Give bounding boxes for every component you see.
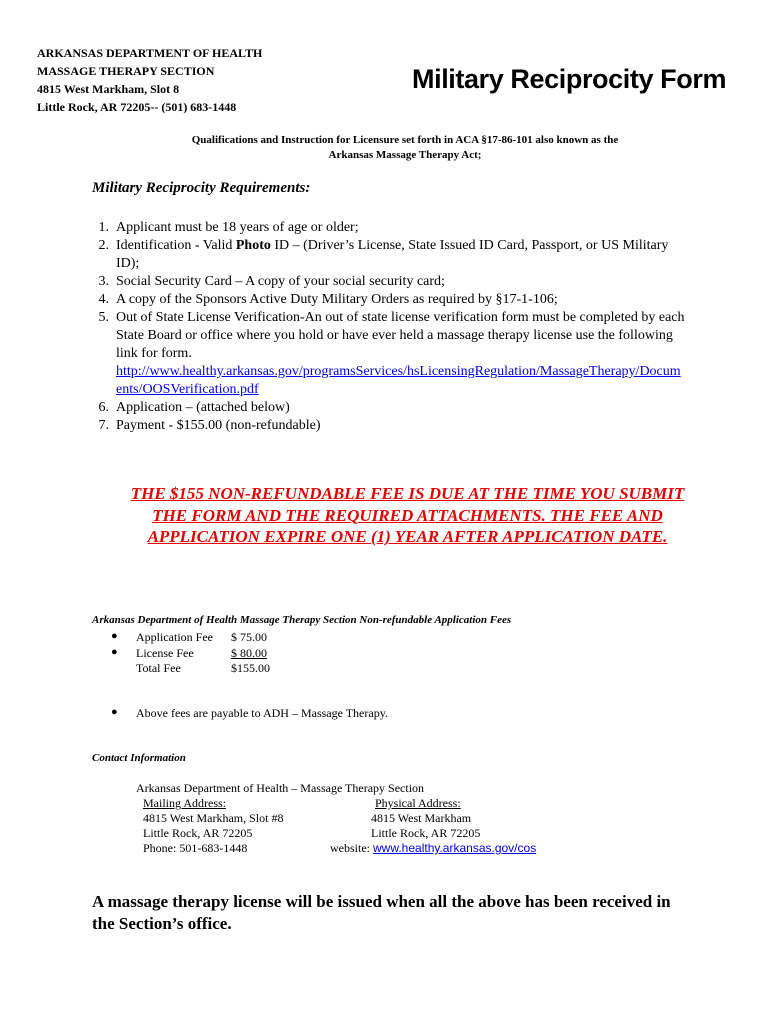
list-number: 3. xyxy=(98,274,109,289)
header-line: ARKANSAS DEPARTMENT OF HEALTH xyxy=(37,46,263,60)
fee-row xyxy=(111,661,270,676)
qualifications-text xyxy=(100,133,710,163)
website-label: website: xyxy=(330,841,370,855)
list-text-bold: Photo xyxy=(235,238,271,253)
bullet-icon: ● xyxy=(111,646,118,658)
physical-address-label: Physical Address: xyxy=(375,796,461,810)
mailing-city: Little Rock, AR 72205 xyxy=(143,826,253,840)
list-text-part: Identification - Valid xyxy=(116,238,236,253)
fee-note-text: Above fees are payable to ADH – Massage Therapy. xyxy=(136,706,388,720)
department-header xyxy=(37,44,262,116)
mailing-address-label: Mailing Address: xyxy=(143,796,226,810)
list-number: 6. xyxy=(98,400,109,415)
fee-label: Application Fee xyxy=(136,630,213,644)
fee-value: $ 80.00 xyxy=(231,646,267,660)
list-text xyxy=(116,309,685,399)
list-text-part: Out of State License Verification-An out of state license verification form must be completed by each State Board or office where you hold or have ever held a massage therapy license use the following link for form. xyxy=(116,310,685,361)
physical-street: 4815 West Markham xyxy=(371,811,472,825)
list-item xyxy=(85,309,685,399)
form-title: Military Reciprocity Form xyxy=(412,64,727,94)
fee-label: License Fee xyxy=(136,646,194,660)
qualifications-line: Arkansas Massage Therapy Act; xyxy=(328,149,482,161)
list-text xyxy=(116,237,685,273)
contact-website xyxy=(330,841,536,856)
oos-verification-link[interactable]: http://www.healthy.arkansas.gov/programsServices/hsLicensingRegulation/MassageTherapy/Documents/OOSVerification.pdf xyxy=(116,364,681,397)
header-line: MASSAGE THERAPY SECTION xyxy=(37,64,215,78)
list-text: Payment - $155.00 (non-refundable) xyxy=(116,418,321,433)
list-text: Applicant must be 18 years of age or older; xyxy=(116,220,359,235)
website-link[interactable]: www.healthy.arkansas.gov/cos xyxy=(373,841,537,855)
fees-heading: Arkansas Department of Health Massage Therapy Section Non-refundable Application Fees xyxy=(92,614,512,626)
header-line: 4815 West Markham, Slot 8 xyxy=(37,82,180,96)
list-text: Social Security Card – A copy of your social security card; xyxy=(116,274,445,289)
fee-label: Total Fee xyxy=(136,661,181,675)
list-item xyxy=(85,399,685,417)
list-number: 2. xyxy=(98,238,109,253)
contact-heading: Contact Information xyxy=(92,752,186,764)
list-item xyxy=(85,219,685,237)
list-text: Application – (attached below) xyxy=(116,400,290,415)
bullet-icon: ● xyxy=(111,706,118,718)
list-item xyxy=(85,237,685,273)
list-item xyxy=(85,417,685,435)
list-number: 5. xyxy=(98,310,109,325)
fee-value: $155.00 xyxy=(231,661,270,675)
fee-row xyxy=(111,630,267,645)
contact-phone: Phone: 501-683-1448 xyxy=(143,841,248,855)
fee-value: $ 75.00 xyxy=(231,630,267,644)
contact-org: Arkansas Department of Health – Massage Therapy Section xyxy=(136,781,425,795)
fee-warning: THE $155 NON-REFUNDABLE FEE IS DUE AT THE TIME YOU SUBMIT THE FORM AND THE REQUIRED ATTACHMENTS. THE FEE AND APPLICATION EXPIRE ONE (1) YEAR AFTER APPLICATION DATE. xyxy=(130,484,685,546)
license-issue-note: A massage therapy license will be issued when all the above has been received in the Section’s office. xyxy=(92,892,671,933)
mailing-street: 4815 West Markham, Slot #8 xyxy=(143,811,284,825)
list-number: 4. xyxy=(98,292,109,307)
bullet-spacer xyxy=(111,661,136,676)
qualifications-line: Qualifications and Instruction for Licensure set forth in ACA §17-86-101 also known as the xyxy=(191,134,619,146)
requirements-heading: Military Reciprocity Requirements: xyxy=(92,180,311,196)
header-line: Little Rock, AR 72205-- (501) 683-1448 xyxy=(37,100,237,114)
fee-note xyxy=(111,706,388,721)
list-number: 1. xyxy=(98,220,109,235)
fee-row xyxy=(111,646,267,661)
list-item xyxy=(85,273,685,291)
list-text-part: ID – (Driver’s License, State Issued ID Card, Passport, or US Military ID); xyxy=(116,238,669,271)
requirements-list xyxy=(85,219,685,435)
bullet-icon: ● xyxy=(111,630,118,642)
physical-city: Little Rock, AR 72205 xyxy=(371,826,481,840)
list-number: 7. xyxy=(98,418,109,433)
list-text: A copy of the Sponsors Active Duty Military Orders as required by §17-1-106; xyxy=(116,292,558,307)
list-item xyxy=(85,291,685,309)
